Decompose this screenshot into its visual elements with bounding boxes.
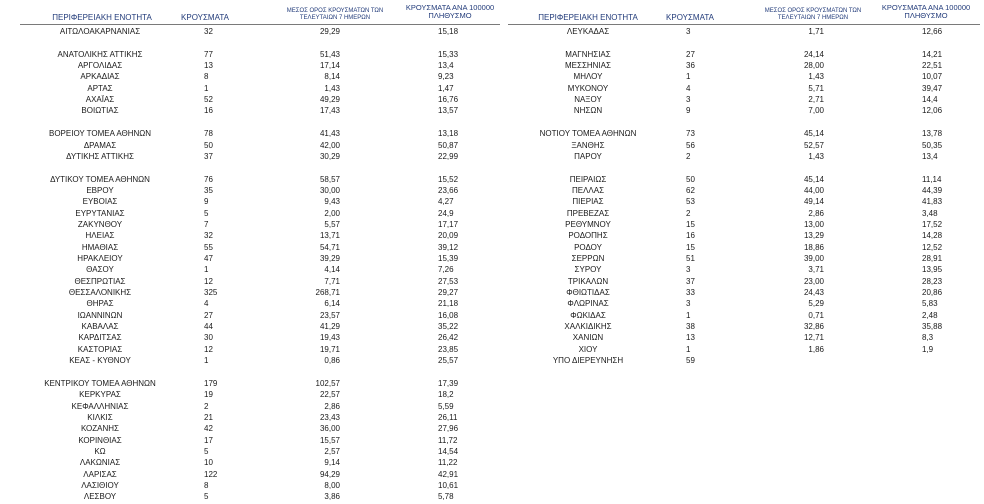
- right-row-17-per100k: 17,52: [922, 219, 943, 229]
- header-per100k-right-line2: ΠΛΗΘΥΣΜΟ: [904, 11, 948, 20]
- right-row-18-cases: 16: [686, 231, 695, 241]
- left-row-9-avg: 41,43: [319, 129, 340, 139]
- left-row-19-name: ΗΜΑΘΙΑΣ: [81, 242, 119, 252]
- left-row-9-name: ΒΟΡΕΙΟΥ ΤΟΜΕΑ ΑΘΗΝΩΝ: [48, 129, 152, 139]
- right-row-5-name: ΜΥΚΟΝΟΥ: [567, 83, 609, 93]
- right-row-29-name: ΥΠΟ ΔΙΕΡΕΥΝΗΣΗ: [552, 356, 624, 366]
- left-row-18-name: ΗΛΕΙΑΣ: [85, 231, 115, 241]
- header-cases-left: ΚΡΟΥΣΜΑΤΑ: [181, 13, 229, 22]
- left-row-16-avg: 2,00: [324, 208, 340, 218]
- right-row-11-per100k: 13,4: [922, 151, 938, 161]
- left-row-37-name: ΚΩ: [94, 446, 106, 456]
- right-row-25-name: ΦΩΚΙΔΑΣ: [570, 310, 606, 320]
- right-row-7-avg: 7,00: [808, 106, 824, 116]
- left-row-2-avg: 51,43: [319, 49, 340, 59]
- header-per100k-left: [400, 4, 500, 20]
- right-row-14-per100k: 44,39: [922, 185, 943, 195]
- left-row-33-name: ΚΕΦΑΛΛΗΝΙΑΣ: [71, 401, 129, 411]
- left-row-40-cases: 8: [204, 481, 209, 490]
- left-row-4-cases: 8: [204, 72, 209, 82]
- left-row-37-per100k: 14,54: [438, 446, 459, 456]
- header-avg-right: [748, 8, 878, 22]
- left-row-5-avg: 1,43: [324, 83, 340, 93]
- left-row-32-name: ΚΕΡΚΥΡΑΣ: [79, 390, 121, 400]
- right-row-2-avg: 24,14: [803, 49, 824, 59]
- right-row-5-avg: 5,71: [808, 83, 824, 93]
- left-row-11-name: ΔΥΤΙΚΗΣ ΑΤΤΙΚΗΣ: [66, 151, 134, 161]
- left-row-0-cases: 32: [204, 27, 213, 36]
- right-row-13-avg: 45,14: [803, 174, 824, 184]
- left-row-5-name: ΑΡΤΑΣ: [87, 83, 113, 93]
- left-row-5-per100k: 1,47: [438, 83, 454, 93]
- left-row-35-cases: 42: [204, 424, 213, 434]
- left-row-2-name: ΑΝΑΤΟΛΙΚΗΣ ΑΤΤΙΚΗΣ: [57, 49, 143, 59]
- right-row-6-cases: 3: [686, 95, 691, 105]
- right-row-2-per100k: 14,21: [922, 49, 943, 59]
- left-row-29-avg: 0,86: [324, 356, 340, 366]
- right-row-17-cases: 15: [686, 219, 695, 229]
- right-row-21-name: ΣΥΡΟΥ: [574, 265, 602, 275]
- left-row-28-cases: 12: [204, 344, 213, 354]
- left-row-33-avg: 2,86: [324, 401, 340, 411]
- right-row-19-cases: 15: [686, 242, 695, 252]
- right-row-10-per100k: 50,35: [922, 140, 943, 150]
- left-row-41-cases: 5: [204, 492, 209, 502]
- left-row-3-per100k: 13,4: [438, 61, 454, 71]
- left-row-6-per100k: 16,76: [438, 95, 459, 105]
- left-row-28-per100k: 23,85: [438, 344, 459, 354]
- left-row-21-per100k: 7,26: [438, 265, 454, 275]
- right-row-19-name: ΡΟΔΟΥ: [574, 242, 602, 252]
- right-row-26-avg: 32,86: [803, 322, 824, 332]
- right-row-7-name: ΝΗΣΩΝ: [573, 106, 603, 116]
- left-row-0-per100k: 15,18: [438, 27, 459, 36]
- left-row-31-per100k: 17,39: [438, 378, 459, 388]
- left-row-34-avg: 23,43: [319, 412, 340, 422]
- right-row-3-avg: 28,00: [803, 61, 824, 71]
- left-row-23-avg: 268,71: [315, 288, 340, 298]
- left-row-15-avg: 9,43: [324, 197, 340, 207]
- right-row-3-per100k: 22,51: [922, 61, 943, 71]
- left-row-15-cases: 9: [204, 197, 209, 207]
- right-row-20-cases: 51: [686, 254, 695, 263]
- left-row-39-cases: 122: [204, 469, 218, 479]
- right-row-4-per100k: 10,07: [922, 72, 943, 82]
- left-row-24-avg: 6,14: [324, 299, 340, 309]
- right-row-5-cases: 4: [686, 83, 691, 93]
- left-row-17-name: ΖΑΚΥΝΘΟΥ: [77, 219, 123, 229]
- right-row-22-cases: 37: [686, 276, 695, 286]
- right-row-6-name: ΝΑΞΟΥ: [574, 95, 602, 105]
- left-row-22-avg: 7,71: [324, 276, 340, 286]
- left-row-36-name: ΚΟΡΙΝΘΙΑΣ: [78, 435, 122, 445]
- right-row-0-cases: 3: [686, 27, 691, 36]
- left-row-31-name: ΚΕΝΤΡΙΚΟΥ ΤΟΜΕΑ ΑΘΗΝΩΝ: [44, 378, 156, 388]
- left-row-33-cases: 2: [204, 401, 209, 411]
- right-row-7-cases: 9: [686, 106, 691, 116]
- left-row-21-cases: 1: [204, 265, 209, 275]
- header-per100k-left-line2: ΠΛΗΘΥΣΜΟ: [428, 11, 472, 20]
- right-row-6-per100k: 14,4: [922, 95, 938, 105]
- left-row-13-avg: 58,57: [319, 174, 340, 184]
- left-row-38-per100k: 11,22: [438, 458, 458, 468]
- left-row-24-cases: 4: [204, 299, 209, 309]
- right-row-23-cases: 33: [686, 288, 695, 298]
- right-row-9-cases: 73: [686, 129, 695, 139]
- left-row-23-name: ΘΕΣΣΑΛΟΝΙΚΗΣ: [68, 288, 132, 298]
- left-row-23-per100k: 29,27: [438, 288, 459, 298]
- left-row-21-avg: 4,14: [324, 265, 340, 275]
- left-row-28-avg: 19,71: [319, 344, 340, 354]
- right-row-11-cases: 2: [686, 151, 691, 161]
- left-row-7-avg: 17,43: [319, 106, 340, 116]
- left-row-7-per100k: 13,57: [438, 106, 459, 116]
- right-row-25-cases: 1: [686, 310, 691, 320]
- right-row-28-per100k: 1,9: [922, 344, 934, 354]
- left-row-17-per100k: 17,17: [438, 219, 459, 229]
- right-row-19-avg: 18,86: [803, 242, 824, 252]
- left-row-11-cases: 37: [204, 151, 213, 161]
- left-row-36-per100k: 11,72: [438, 435, 458, 445]
- right-row-23-avg: 24,43: [803, 288, 824, 298]
- right-row-3-name: ΜΕΣΣΗΝΙΑΣ: [565, 61, 611, 71]
- right-row-29-cases: 59: [686, 356, 695, 366]
- left-row-9-per100k: 13,18: [438, 129, 459, 139]
- left-row-39-avg: 94,29: [319, 469, 340, 479]
- left-row-29-name: ΚΕΑΣ - ΚΥΘΝΟΥ: [69, 356, 131, 366]
- right-row-11-avg: 1,43: [808, 151, 824, 161]
- right-row-13-name: ΠΕΙΡΑΙΩΣ: [569, 174, 607, 184]
- right-row-14-name: ΠΕΛΛΑΣ: [571, 185, 605, 195]
- left-row-24-per100k: 21,18: [438, 299, 459, 309]
- right-row-2-name: ΜΑΓΝΗΣΙΑΣ: [565, 49, 611, 59]
- left-row-33-per100k: 5,59: [438, 401, 454, 411]
- left-row-38-name: ΛΑΚΩΝΙΑΣ: [79, 458, 121, 468]
- right-row-21-cases: 3: [686, 265, 691, 275]
- right-row-24-avg: 5,29: [808, 299, 824, 309]
- left-row-35-avg: 36,00: [319, 424, 340, 434]
- left-row-21-name: ΘΑΣΟΥ: [86, 265, 114, 275]
- right-row-21-avg: 3,71: [808, 265, 824, 275]
- left-row-27-cases: 30: [204, 333, 213, 343]
- left-row-2-per100k: 15,33: [438, 49, 459, 59]
- left-row-19-per100k: 39,12: [438, 242, 459, 252]
- left-row-35-name: ΚΟΖΑΝΗΣ: [80, 424, 120, 434]
- left-row-13-name: ΔΥΤΙΚΟΥ ΤΟΜΕΑ ΑΘΗΝΩΝ: [50, 174, 150, 184]
- left-row-17-avg: 5,57: [324, 219, 340, 229]
- right-row-23-name: ΦΘΙΩΤΙΔΑΣ: [566, 288, 610, 298]
- left-row-13-cases: 76: [204, 174, 213, 184]
- right-row-11-name: ΠΑΡΟΥ: [574, 151, 602, 161]
- header-avg-left-line1: ΜΕΣΟΣ ΟΡΟΣ ΚΡΟΥΣΜΑΤΩΝ ΤΩΝ: [286, 8, 384, 14]
- left-row-3-cases: 13: [204, 61, 213, 71]
- left-row-25-avg: 23,57: [319, 310, 340, 320]
- left-row-39-name: ΛΑΡΙΣΑΣ: [83, 469, 117, 479]
- left-row-10-avg: 42,00: [319, 140, 340, 150]
- right-row-6-avg: 2,71: [808, 95, 824, 105]
- right-row-9-name: ΝΟΤΙΟΥ ΤΟΜΕΑ ΑΘΗΝΩΝ: [539, 129, 637, 139]
- left-row-7-name: ΒΟΙΩΤΙΑΣ: [81, 106, 119, 116]
- right-row-17-avg: 13,00: [803, 219, 824, 229]
- right-row-16-cases: 2: [686, 208, 691, 218]
- left-row-16-name: ΕΥΡΥΤΑΝΙΑΣ: [75, 208, 125, 218]
- left-row-7-cases: 16: [204, 106, 213, 116]
- right-row-27-per100k: 8,3: [922, 333, 934, 343]
- left-row-14-name: ΕΒΡΟΥ: [86, 185, 114, 195]
- right-row-15-avg: 49,14: [803, 197, 824, 207]
- left-row-34-per100k: 26,11: [438, 412, 458, 422]
- left-row-22-cases: 12: [204, 276, 213, 286]
- left-row-23-cases: 325: [204, 288, 218, 298]
- right-row-3-cases: 36: [686, 61, 695, 71]
- right-row-22-avg: 23,00: [803, 276, 824, 286]
- left-row-37-cases: 5: [204, 446, 209, 456]
- right-row-17-name: ΡΕΘΥΜΝΟΥ: [565, 219, 611, 229]
- right-row-26-name: ΧΑΛΚΙΔΙΚΗΣ: [564, 322, 612, 332]
- header-avg-right-line1: ΜΕΣΟΣ ΟΡΟΣ ΚΡΟΥΣΜΑΤΩΝ ΤΩΝ: [764, 8, 862, 14]
- left-row-27-avg: 19,43: [319, 333, 340, 343]
- right-row-19-per100k: 12,52: [922, 242, 943, 252]
- left-row-6-name: ΑΧΑΪΑΣ: [85, 95, 115, 105]
- left-row-20-name: ΗΡΑΚΛΕΙΟΥ: [77, 254, 123, 263]
- left-row-16-per100k: 24,9: [438, 208, 454, 218]
- right-row-14-cases: 62: [686, 185, 695, 195]
- right-row-10-cases: 56: [686, 140, 695, 150]
- left-row-31-avg: 102,57: [315, 378, 340, 388]
- right-row-16-per100k: 3,48: [922, 208, 938, 218]
- right-row-27-cases: 13: [686, 333, 695, 343]
- left-row-17-cases: 7: [204, 219, 209, 229]
- right-row-0-name: ΛΕΥΚΑΔΑΣ: [566, 27, 610, 36]
- right-row-22-per100k: 28,23: [922, 276, 943, 286]
- left-row-24-name: ΘΗΡΑΣ: [86, 299, 114, 309]
- right-row-9-per100k: 13,78: [922, 129, 943, 139]
- left-row-10-per100k: 50,87: [438, 140, 459, 150]
- right-row-27-avg: 12,71: [803, 333, 824, 343]
- right-row-18-name: ΡΟΔΟΠΗΣ: [568, 231, 608, 241]
- right-row-4-cases: 1: [686, 72, 691, 82]
- left-row-10-name: ΔΡΑΜΑΣ: [83, 140, 117, 150]
- header-rule-left: [20, 24, 500, 25]
- left-row-34-cases: 21: [204, 412, 213, 422]
- left-row-14-avg: 30,00: [319, 185, 340, 195]
- header-region-right: ΠΕΡΙΦΕΡΕΙΑΚΗ ΕΝΟΤΗΤΑ: [538, 13, 638, 22]
- left-row-26-cases: 44: [204, 322, 213, 332]
- header-avg-right-line2: ΤΕΛΕΥΤΑΙΩΝ 7 ΗΜΕΡΩΝ: [777, 15, 849, 21]
- left-row-10-cases: 50: [204, 140, 213, 150]
- left-row-32-cases: 19: [204, 390, 213, 400]
- right-row-4-name: ΜΗΛΟΥ: [573, 72, 603, 82]
- right-row-22-name: ΤΡΙΚΑΛΩΝ: [567, 276, 609, 286]
- header-per100k-left-line1: ΚΡΟΥΣΜΑΤΑ ΑΝΑ 100000: [405, 3, 495, 12]
- left-row-34-name: ΚΙΛΚΙΣ: [87, 412, 113, 422]
- left-row-41-per100k: 5,78: [438, 492, 454, 502]
- right-row-0-avg: 1,71: [808, 27, 824, 36]
- left-row-35-per100k: 27,96: [438, 424, 459, 434]
- right-row-24-per100k: 5,83: [922, 299, 938, 309]
- left-row-26-avg: 41,29: [319, 322, 340, 332]
- left-row-27-per100k: 26,42: [438, 333, 459, 343]
- left-row-0-name: ΑΙΤΩΛΟΑΚΑΡΝΑΝΙΑΣ: [59, 27, 141, 36]
- right-row-16-name: ΠΡΕΒΕΖΑΣ: [566, 208, 610, 218]
- right-row-21-per100k: 13,95: [922, 265, 943, 275]
- right-row-26-per100k: 35,88: [922, 322, 943, 332]
- left-row-37-avg: 2,57: [324, 446, 340, 456]
- right-row-15-per100k: 41,83: [922, 197, 943, 207]
- right-row-16-avg: 2,86: [808, 208, 824, 218]
- left-row-22-name: ΘΕΣΠΡΩΤΙΑΣ: [74, 276, 126, 286]
- left-row-40-avg: 8,00: [324, 481, 340, 490]
- left-row-22-per100k: 27,53: [438, 276, 459, 286]
- left-row-39-per100k: 42,91: [438, 469, 459, 479]
- left-row-6-cases: 52: [204, 95, 213, 105]
- right-row-2-cases: 27: [686, 49, 695, 59]
- left-row-20-per100k: 15,39: [438, 254, 459, 263]
- left-row-4-per100k: 9,23: [438, 72, 454, 82]
- right-row-13-cases: 50: [686, 174, 695, 184]
- left-row-15-name: ΕΥΒΟΙΑΣ: [82, 197, 118, 207]
- right-row-10-name: ΞΑΝΘΗΣ: [571, 140, 605, 150]
- left-row-32-avg: 22,57: [319, 390, 340, 400]
- right-row-15-cases: 53: [686, 197, 695, 207]
- right-row-26-cases: 38: [686, 322, 695, 332]
- left-row-2-cases: 77: [204, 49, 213, 59]
- right-row-27-name: ΧΑΝΙΩΝ: [572, 333, 604, 343]
- left-row-19-cases: 55: [204, 242, 213, 252]
- left-row-19-avg: 54,71: [319, 242, 340, 252]
- left-row-38-cases: 10: [204, 458, 213, 468]
- right-row-25-avg: 0,71: [808, 310, 824, 320]
- left-row-41-avg: 3,86: [324, 492, 340, 502]
- right-row-24-name: ΦΛΩΡΙΝΑΣ: [567, 299, 609, 309]
- left-row-25-name: ΙΩΑΝΝΙΝΩΝ: [77, 310, 123, 320]
- left-row-16-cases: 5: [204, 208, 209, 218]
- right-row-28-cases: 1: [686, 344, 691, 354]
- left-row-20-cases: 47: [204, 254, 213, 263]
- left-row-5-cases: 1: [204, 83, 209, 93]
- right-row-18-avg: 13,29: [803, 231, 824, 241]
- left-row-40-per100k: 10,61: [438, 481, 459, 490]
- right-row-23-per100k: 20,86: [922, 288, 943, 298]
- right-row-28-avg: 1,86: [808, 344, 824, 354]
- left-row-9-cases: 78: [204, 129, 213, 139]
- right-row-7-per100k: 12,06: [922, 106, 943, 116]
- left-row-29-cases: 1: [204, 356, 209, 366]
- right-row-25-per100k: 2,48: [922, 310, 938, 320]
- right-row-18-per100k: 14,28: [922, 231, 943, 241]
- right-row-24-cases: 3: [686, 299, 691, 309]
- left-row-0-avg: 29,29: [319, 27, 340, 36]
- right-row-20-name: ΣΕΡΡΩΝ: [571, 254, 605, 263]
- left-row-26-per100k: 35,22: [438, 322, 459, 332]
- left-row-11-avg: 30,29: [319, 151, 340, 161]
- header-avg-left-line2: ΤΕΛΕΥΤΑΙΩΝ 7 ΗΜΕΡΩΝ: [299, 15, 371, 21]
- left-row-4-name: ΑΡΚΑΔΙΑΣ: [80, 72, 120, 82]
- left-row-4-avg: 8,14: [324, 72, 340, 82]
- right-row-20-avg: 39,00: [803, 254, 824, 263]
- left-row-26-name: ΚΑΒΑΛΑΣ: [81, 322, 119, 332]
- header-rule-right: [508, 24, 980, 25]
- left-row-32-per100k: 18,2: [438, 390, 454, 400]
- left-row-36-cases: 17: [204, 435, 213, 445]
- left-row-14-cases: 35: [204, 185, 213, 195]
- left-row-11-per100k: 22,99: [438, 151, 459, 161]
- left-row-3-name: ΑΡΓΟΛΙΔΑΣ: [77, 61, 123, 71]
- header-per100k-right: [874, 4, 978, 20]
- header-per100k-right-line1: ΚΡΟΥΣΜΑΤΑ ΑΝΑ 100000: [881, 3, 971, 12]
- right-row-13-per100k: 11,14: [922, 174, 942, 184]
- left-row-25-per100k: 16,08: [438, 310, 459, 320]
- right-row-0-per100k: 12,66: [922, 27, 943, 36]
- header-avg-left: [270, 8, 400, 22]
- header-cases-right: ΚΡΟΥΣΜΑΤΑ: [666, 13, 714, 22]
- left-row-38-avg: 9,14: [324, 458, 340, 468]
- left-row-40-name: ΛΑΣΙΘΙΟΥ: [81, 481, 119, 490]
- left-row-6-avg: 49,29: [319, 95, 340, 105]
- right-row-28-name: ΧΙΟΥ: [578, 344, 598, 354]
- left-row-29-per100k: 25,57: [438, 356, 459, 366]
- left-row-31-cases: 179: [204, 378, 218, 388]
- right-row-15-name: ΠΙΕΡΙΑΣ: [572, 197, 604, 207]
- left-row-41-name: ΛΕΣΒΟΥ: [83, 492, 117, 502]
- right-row-20-per100k: 28,91: [922, 254, 943, 263]
- left-row-25-cases: 27: [204, 310, 213, 320]
- left-row-28-name: ΚΑΣΤΟΡΙΑΣ: [77, 344, 123, 354]
- left-row-18-avg: 13,71: [319, 231, 340, 241]
- left-row-20-avg: 39,29: [319, 254, 340, 263]
- right-row-4-avg: 1,43: [808, 72, 824, 82]
- header-region-left: ΠΕΡΙΦΕΡΕΙΑΚΗ ΕΝΟΤΗΤΑ: [52, 13, 152, 22]
- left-row-13-per100k: 15,52: [438, 174, 459, 184]
- left-row-18-cases: 32: [204, 231, 213, 241]
- left-row-3-avg: 17,14: [319, 61, 340, 71]
- left-row-27-name: ΚΑΡΔΙΤΣΑΣ: [78, 333, 122, 343]
- left-row-14-per100k: 23,66: [438, 185, 459, 195]
- right-row-10-avg: 52,57: [803, 140, 824, 150]
- right-row-5-per100k: 39,47: [922, 83, 943, 93]
- right-row-9-avg: 45,14: [803, 129, 824, 139]
- right-row-14-avg: 44,00: [803, 185, 824, 195]
- left-row-15-per100k: 4,27: [438, 197, 454, 207]
- left-row-36-avg: 15,57: [319, 435, 340, 445]
- left-row-18-per100k: 20,09: [438, 231, 459, 241]
